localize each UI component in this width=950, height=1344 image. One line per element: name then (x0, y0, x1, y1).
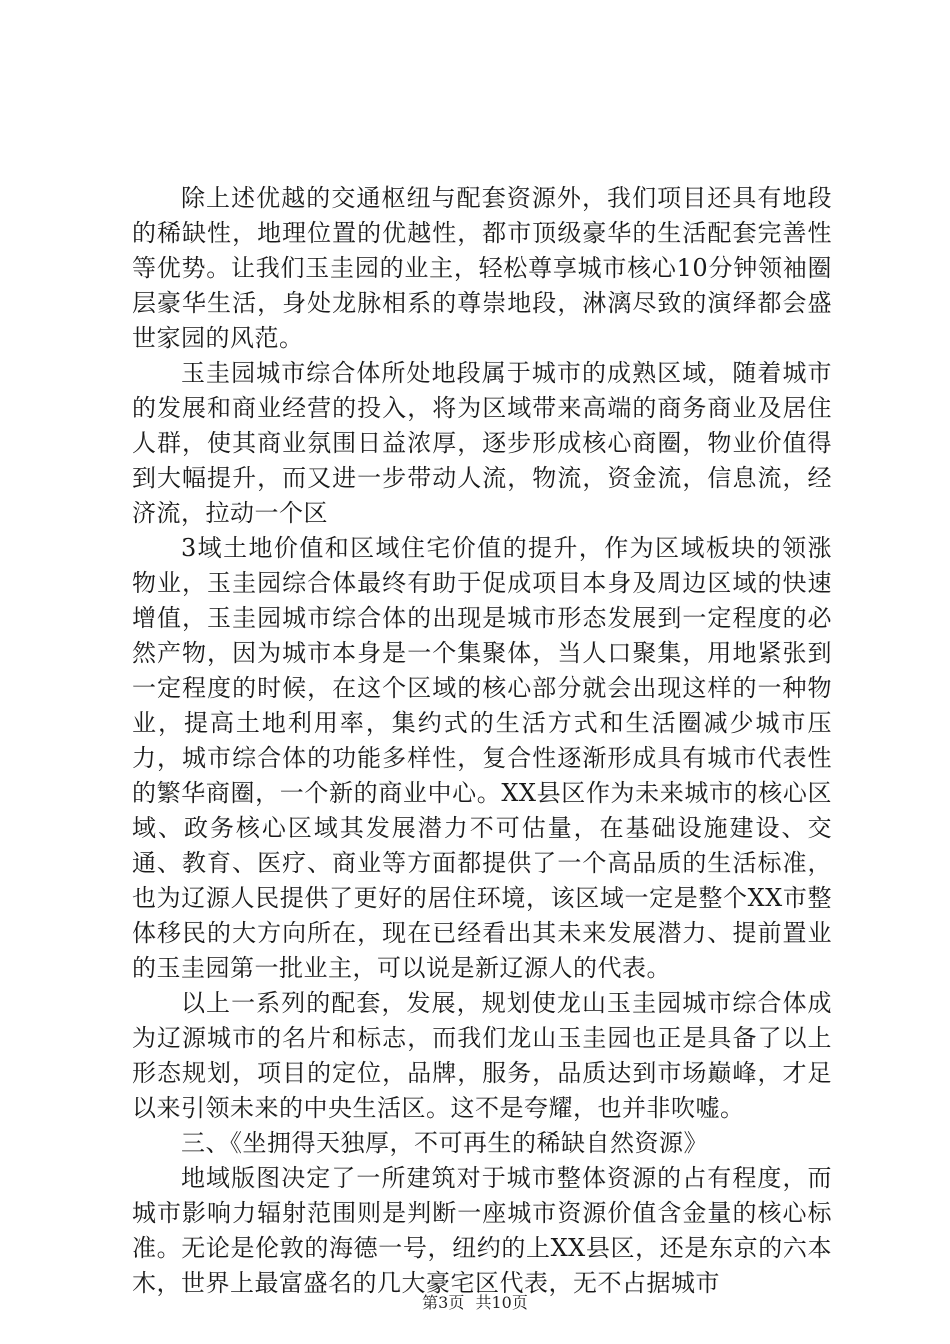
paragraph: 3域土地价值和区域住宅价值的提升，作为区域板块的领涨物业，玉圭园综合体最终有助于促成项目本身及周边区域的快速增值，玉圭园城市综合体的出现是城市形态发展到一定程度的必然产物，因为城市本身是一个集聚体，当人口聚集，用地紧张到一定程度的时候，在这个区域的核心部分就会出现这样的一种物业，提高土地利用率，集约式的生活方式和生活圈减少城市压力，城市综合体的功能多样性，复合性逐渐形成具有城市代表性的繁华商圈，一个新的商业中心。XX县区作为未来城市的核心区域、政务核心区域其发展潜力不可估量，在基础设施建设、交通、教育、医疗、商业等方面都提供了一个高品质的生活标准，也为辽源人民提供了更好的居住环境，该区域一定是整个XX市整体移民的大方向所在，现在已经看出其未来发展潜力、提前置业的玉圭园第一批业主，可以说是新辽源人的代表。 (132, 534, 832, 982)
page-number: 第3页 (422, 1293, 465, 1312)
paragraph: 玉圭园城市综合体所处地段属于城市的成熟区域，随着城市的发展和商业经营的投入，将为区域带来高端的商务商业及居住人群，使其商业氛围日益浓厚，逐步形成核心商圈，物业价值得到大幅提升，而又进一步带动人流，物流，资金流，信息流，经济流，拉动一个区 (132, 359, 832, 527)
page-total: 共10页 (475, 1293, 528, 1312)
paragraph: 以上一系列的配套，发展，规划使龙山玉圭园城市综合体成为辽源城市的名片和标志，而我们龙山玉圭园也正是具备了以上形态规划，项目的定位，品牌，服务，品质达到市场巅峰，才足以来引领未来的中央生活区。这不是夸耀，也并非吹嘘。 (132, 989, 832, 1122)
document-body (132, 181, 832, 1301)
paragraph: 地域版图决定了一所建筑对于城市整体资源的占有程度，而城市影响力辐射范围则是判断一座城市资源价值含金量的核心标准。无论是伦敦的海德一号，纽约的上XX县区，还是东京的六本木，世界上最富盛名的几大豪宅区代表，无不占据城市 (132, 1164, 832, 1297)
page-footer (0, 1292, 950, 1314)
paragraph: 除上述优越的交通枢纽与配套资源外，我们项目还具有地段的稀缺性，地理位置的优越性，都市顶级豪华的生活配套完善性等优势。让我们玉圭园的业主，轻松尊享城市核心10分钟领袖圈层豪华生活，身处龙脉相系的尊崇地段，淋漓尽致的演绎都会盛世家园的风范。 (132, 184, 832, 352)
section-heading: 三、《坐拥得天独厚，不可再生的稀缺自然资源》 (181, 1129, 708, 1157)
